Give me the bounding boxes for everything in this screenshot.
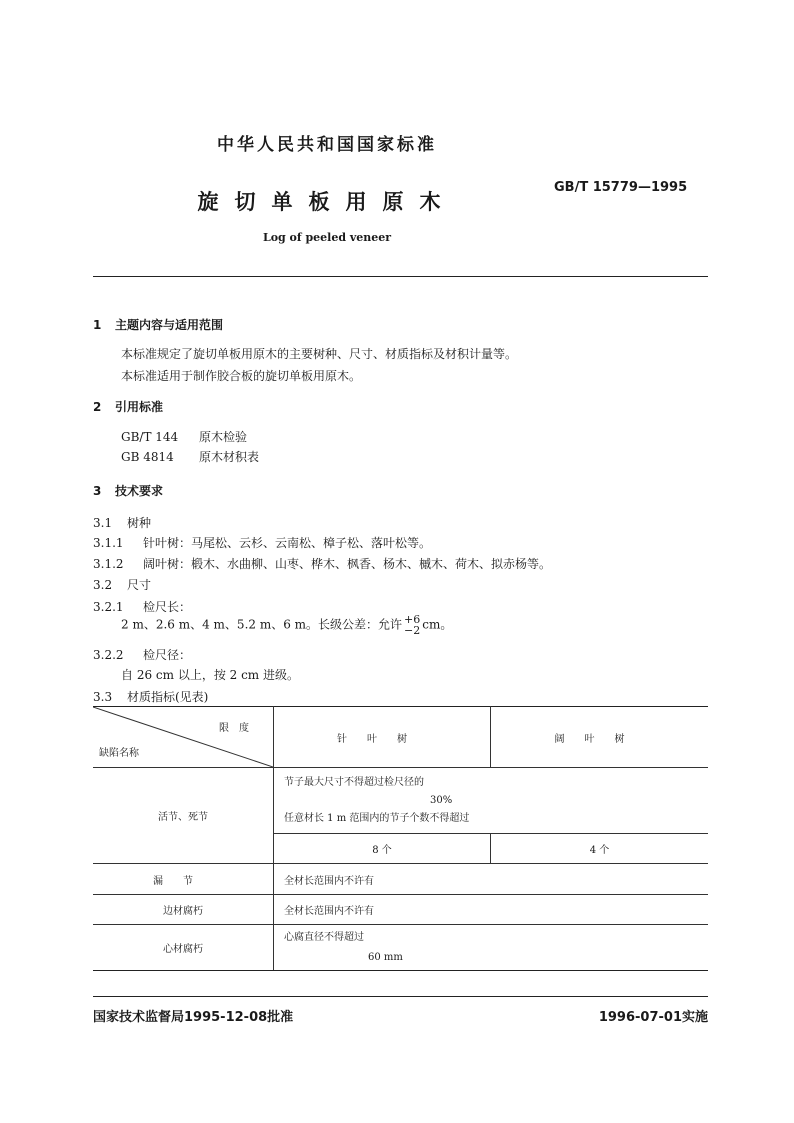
conifer-knot-count: 8 个 xyxy=(274,834,491,864)
clause-3-2-2 xyxy=(93,646,191,663)
section-2-heading xyxy=(93,398,163,415)
heart-rot-value: 60 mm xyxy=(368,951,403,963)
defect-name-cell: 活节、死节 xyxy=(93,768,274,864)
english-subtitle: Log of peeled veneer xyxy=(262,231,392,244)
reference-item xyxy=(121,448,259,465)
paragraph: 本标准规定了旋切单板用原木的主要树种、尺寸、材质指标及材积计量等。 xyxy=(121,347,518,361)
reference-name: 原木材积表 xyxy=(199,450,260,464)
material-index-table xyxy=(93,706,708,971)
tolerance-plus: +6 xyxy=(404,613,421,626)
clause-number: 3.2 xyxy=(93,578,113,592)
section-number: 3 xyxy=(93,484,102,498)
length-unit: cm。 xyxy=(422,617,453,632)
section-3-heading xyxy=(93,482,163,499)
footer-rule xyxy=(93,996,708,997)
standard-number: GB/T 15779—1995 xyxy=(554,180,688,195)
section-title: 技术要求 xyxy=(115,484,164,498)
clause-3-1-2 xyxy=(93,555,551,572)
length-text: 2 m、2.6 m、4 m、5.2 m、6 m。长级公差：允许 xyxy=(121,617,403,632)
defect-name-cell: 边材腐朽 xyxy=(93,895,274,925)
heart-rot-limit: 心腐直径不得超过 xyxy=(284,931,364,943)
clause-3-2 xyxy=(93,576,151,593)
clause-number: 3.1.2 xyxy=(93,557,124,571)
national-standard-heading: 中华人民共和国国家标准 xyxy=(217,135,437,155)
heart-rot-limit-cell xyxy=(274,925,709,971)
section-title: 主题内容与适用范围 xyxy=(115,318,224,332)
reference-code: GB/T 144 xyxy=(121,430,179,444)
broadleaf-knot-count: 4 个 xyxy=(491,834,709,864)
clause-text: 材质指标(见表) xyxy=(127,690,209,704)
tolerance-fraction xyxy=(404,614,420,636)
approval-date: 国家技术监督局1995-12-08批准 xyxy=(93,1010,294,1025)
corner-top-label: 限度 xyxy=(219,723,259,734)
reference-code: GB 4814 xyxy=(121,450,174,464)
knot-size-limit: 节子最大尺寸不得超过检尺径的 xyxy=(284,776,424,788)
diameter-grading-text: 自 26 cm 以上，按 2 cm 进级。 xyxy=(121,668,299,682)
table-header-row xyxy=(93,707,708,768)
defect-name-cell: 心材腐朽 xyxy=(93,925,274,971)
knot-count-limit: 任意材长 1 m 范围内的节子个数不得超过 xyxy=(284,812,470,824)
table-row xyxy=(93,768,708,834)
clause-text: 检尺径： xyxy=(143,648,192,662)
defect-name-cell: 漏节 xyxy=(93,864,274,895)
knot-size-value: 30% xyxy=(430,794,453,806)
table-row xyxy=(93,864,708,895)
clause-3-1-1 xyxy=(93,534,431,551)
clause-number: 3.1.1 xyxy=(93,536,124,550)
section-title: 引用标准 xyxy=(115,400,164,414)
broadleaf-column-header: 阔叶树 xyxy=(491,707,709,768)
knot-limit-cell xyxy=(274,768,709,834)
length-tolerance-line xyxy=(121,614,452,636)
section-1-heading xyxy=(93,316,223,333)
corner-bottom-label: 缺陷名称 xyxy=(99,748,139,759)
clause-text: 阔叶树：椴木、水曲柳、山枣、桦木、枫香、杨木、槭木、荷木、拟赤杨等。 xyxy=(143,557,552,571)
clause-number: 3.2.1 xyxy=(93,600,124,614)
table-row xyxy=(93,895,708,925)
reference-item xyxy=(121,428,247,445)
implementation-date: 1996-07-01实施 xyxy=(598,1010,708,1025)
paragraph: 本标准适用于制作胶合板的旋切单板用原木。 xyxy=(121,369,362,383)
clause-text: 尺寸 xyxy=(127,578,152,592)
table-row xyxy=(93,925,708,971)
tolerance-minus: −2 xyxy=(404,624,421,637)
clause-3-1 xyxy=(93,514,151,531)
clause-3-2-1 xyxy=(93,598,191,615)
clause-number: 3.1 xyxy=(93,516,113,530)
clause-3-3 xyxy=(93,688,208,705)
clause-text: 针叶树：马尾松、云杉、云南松、樟子松、落叶松等。 xyxy=(143,536,432,550)
clause-text: 检尺长： xyxy=(143,600,192,614)
leak-limit-cell: 全材长范围内不许有 xyxy=(274,864,709,895)
clause-number: 3.2.2 xyxy=(93,648,124,662)
section-number: 1 xyxy=(93,318,102,332)
clause-text: 树种 xyxy=(127,516,152,530)
sap-rot-limit-cell: 全材长范围内不许有 xyxy=(274,895,709,925)
reference-name: 原木检验 xyxy=(199,430,248,444)
clause-number: 3.3 xyxy=(93,690,113,704)
header-rule xyxy=(93,276,708,277)
corner-cell xyxy=(93,707,274,768)
document-title: 旋切单板用原木 xyxy=(197,190,457,214)
section-number: 2 xyxy=(93,400,102,414)
conifer-column-header: 针叶树 xyxy=(274,707,491,768)
